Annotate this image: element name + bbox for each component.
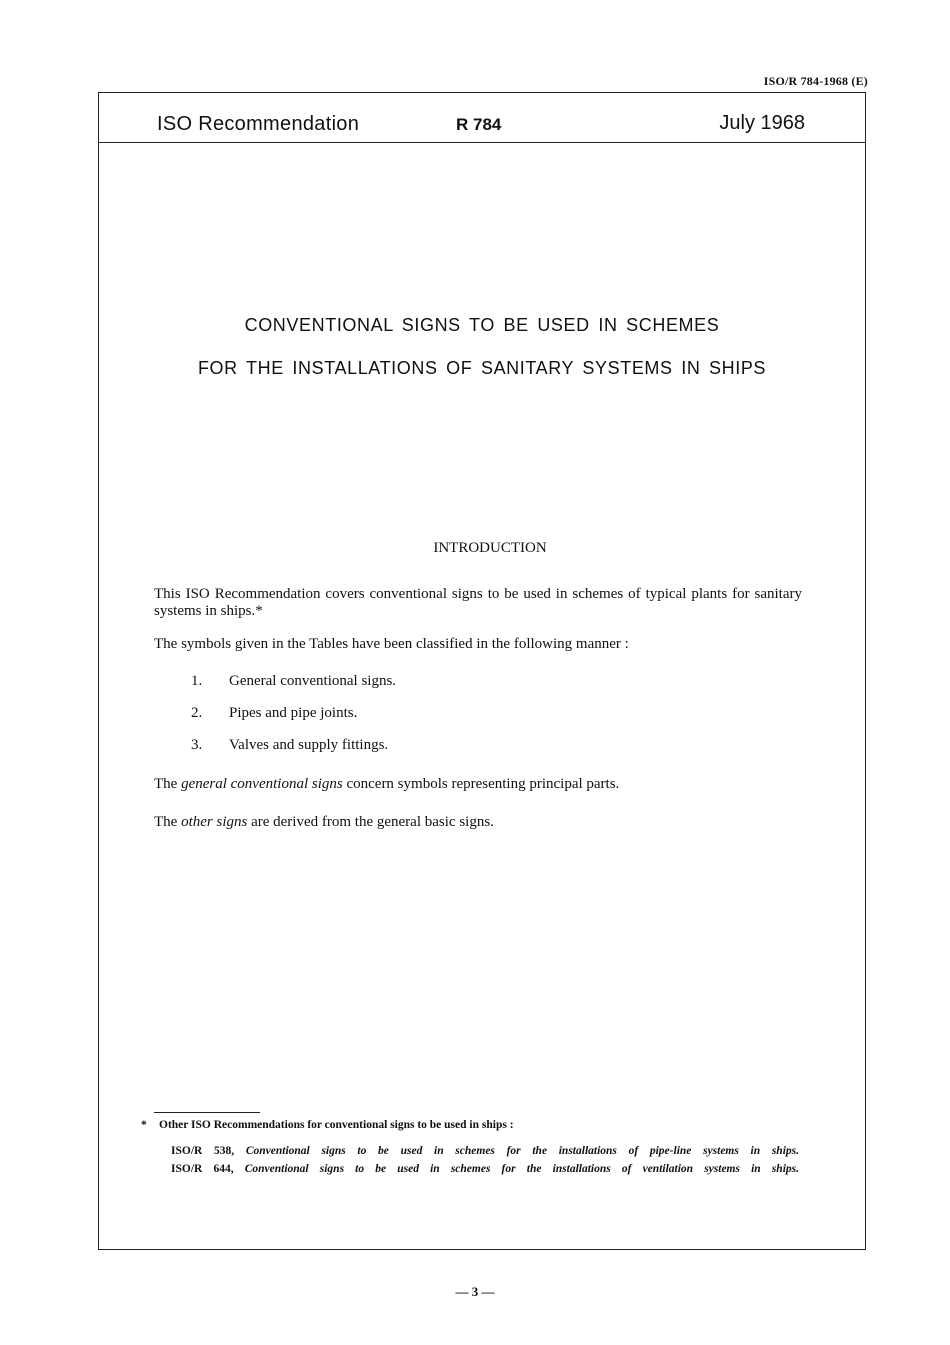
introduction-paragraph-1: This ISO Recommendation covers conventional signs to be used in schemes of typical plants for sanitary systems in ships.* (154, 586, 802, 619)
list-item (191, 705, 396, 737)
list-item-text: Valves and supply fittings. (229, 737, 389, 753)
introduction-paragraph-4 (154, 814, 802, 831)
paragraph-3-after: concern symbols representing principal parts. (342, 776, 620, 792)
list-item (191, 673, 396, 705)
header-date: July 1968 (719, 112, 805, 134)
title-line-2: FOR THE INSTALLATIONS OF SANITARY SYSTEMS IN SHIPS (197, 358, 767, 378)
footnote-heading (141, 1119, 811, 1131)
footnote-marker: * (141, 1119, 147, 1131)
footnote-divider (154, 1112, 260, 1113)
header-recommendation-number: R 784 (456, 115, 502, 134)
introduction-paragraph-2: The symbols given in the Tables have been classified in the following manner : (154, 636, 629, 652)
classification-list (191, 673, 396, 769)
paragraph-3-emphasis: general conventional signs (181, 776, 343, 792)
introduction-heading: INTRODUCTION (433, 540, 547, 556)
footnote-reference-id: ISO/R 644, (171, 1163, 234, 1175)
list-item-text: General conventional signs. (229, 673, 397, 689)
header-band (99, 93, 865, 143)
list-item (191, 737, 396, 769)
list-item-number: 3. (191, 737, 203, 753)
footnote-reference (171, 1145, 799, 1157)
header-organization: ISO Recommendation (157, 113, 360, 135)
introduction-paragraph-3 (154, 776, 802, 793)
page-number: — 3 — (455, 1284, 495, 1299)
paragraph-4-emphasis: other signs (181, 814, 248, 830)
footnote-reference (171, 1163, 799, 1175)
footnote-reference-title: Conventional signs to be used in schemes for the installations of ventilation systems in ships. (244, 1163, 799, 1175)
list-item-text: Pipes and pipe joints. (229, 705, 358, 721)
title-line-1: CONVENTIONAL SIGNS TO BE USED IN SCHEMES (244, 315, 720, 335)
document-reference: ISO/R 784-1968 (E) (763, 74, 868, 88)
footnote-reference-id: ISO/R 538, (171, 1145, 235, 1157)
page-frame (98, 92, 866, 1250)
footnote-reference-title: Conventional signs to be used in schemes for the installations of pipe-line systems in ships. (245, 1145, 799, 1157)
paragraph-4-before: The (154, 814, 182, 830)
list-item-number: 2. (191, 705, 203, 721)
paragraph-3-before: The (154, 776, 182, 792)
list-item-number: 1. (191, 673, 203, 689)
paragraph-4-after: are derived from the general basic signs. (247, 814, 494, 830)
footnote-heading-text: Other ISO Recommendations for conventional signs to be used in ships : (159, 1119, 514, 1131)
